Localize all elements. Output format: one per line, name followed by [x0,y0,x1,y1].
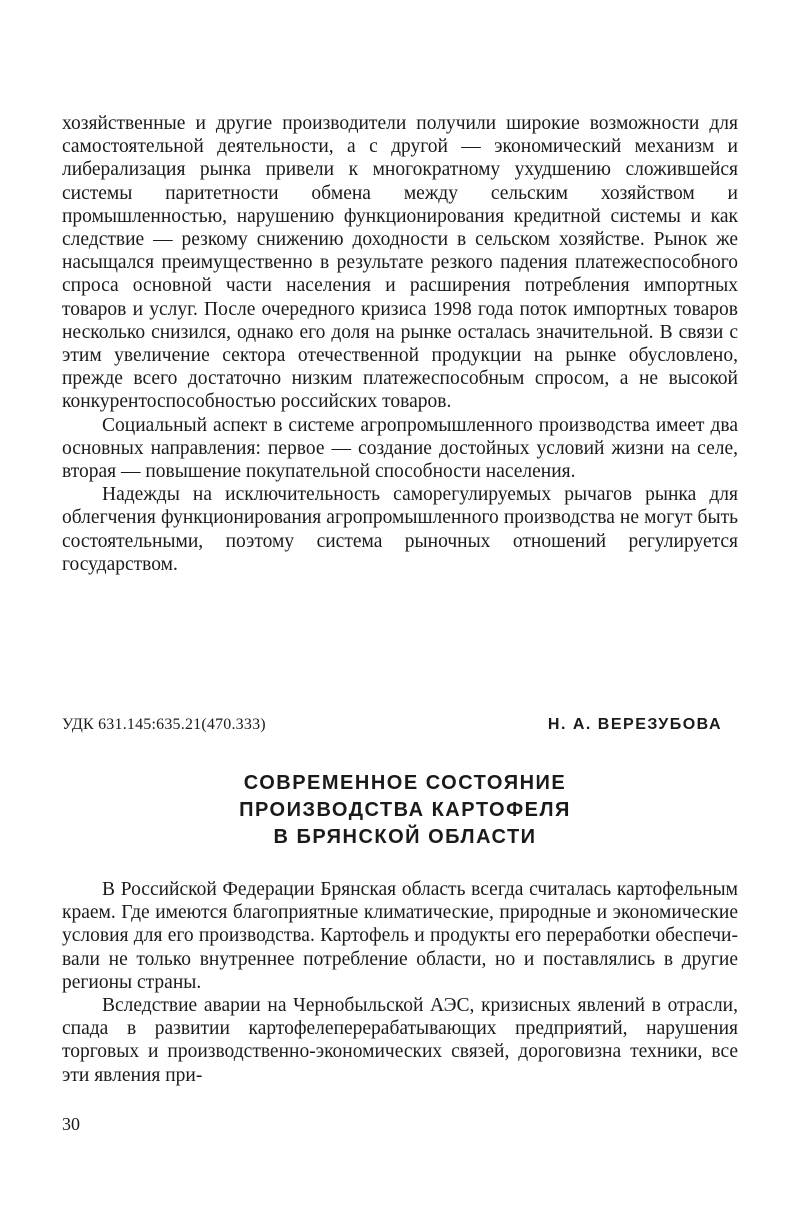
paragraph-bryansk: В Российской Федерации Брянская область всегда считалась картофельным краем. Где имеются благоприятные климатические, природные и экономические условия для его производства. Картофель и продукты его переработки обеспечивали не только внутреннее потребление области, но и поставлялись в другие регионы страны. [62,879,738,993]
paragraph-top: хозяйственные и другие производители получили широкие возможности для самостоятельной деятельности, а с другой — экономический механизм и либерализация рынка привели к многократному ухудшению сложившейся системы паритетности обмена между сельским хозяйством и промышленностью, нарушению функционирования кредитной системы и как следствие — резкому снижению доходности в сельском хозяйстве. Рынок же насыщался преимущественно в результате резкого падения платежеспособного спроса основной части населения и расширения потребления импортных товаров и услуг. После очередного кризиса 1998 года поток импортных товаров несколько снизился, однако его доля на рынке осталась значительной. В связи с этим увеличение сектора отечественной продукции на рынке обусловлено, прежде всего достаточно низким платежеспособным спросом, а не высокой конкурентоспособностью российских товаров. [62,113,738,413]
title-line: СОВРЕМЕННОЕ СОСТОЯНИЕ [243,772,567,794]
title-line: В БРЯНСКОЙ ОБЛАСТИ [273,826,537,848]
paragraph-chernobyl: Вследствие аварии на Чернобыльской АЭС, кризисных явлений в отрасли, спада в развитии картофелеперерабатывающих предприятий, нарушения торговых и производственно-экономических связей, дороговизна техники, все эти явления при- [62,995,738,1086]
article-title [0,770,810,851]
page-number: 30 [62,1114,80,1134]
paragraph-market: Надежды на исключительность саморегулируемых рычагов рынка для облегчения функционирования агропромышленного производства не могут быть состоятельными, поэтому система рыночных отношений регулируется государством. [62,484,738,575]
text-block-bottom [62,878,738,1087]
title-line: ПРОИЗВОДСТВА КАРТОФЕЛЯ [239,799,571,821]
author-name: Н. А. ВЕРЕЗУБОВА [547,716,722,733]
udk-code: УДК 631.145:635.21(470.333) [62,716,266,733]
text-block-top [62,112,738,576]
paragraph-social: Социальный аспект в системе агропромышленного производства имеет два основных направления: первое — создание достойных условий жизни на селе, вторая — повышение покупательной способности населения. [62,414,738,483]
